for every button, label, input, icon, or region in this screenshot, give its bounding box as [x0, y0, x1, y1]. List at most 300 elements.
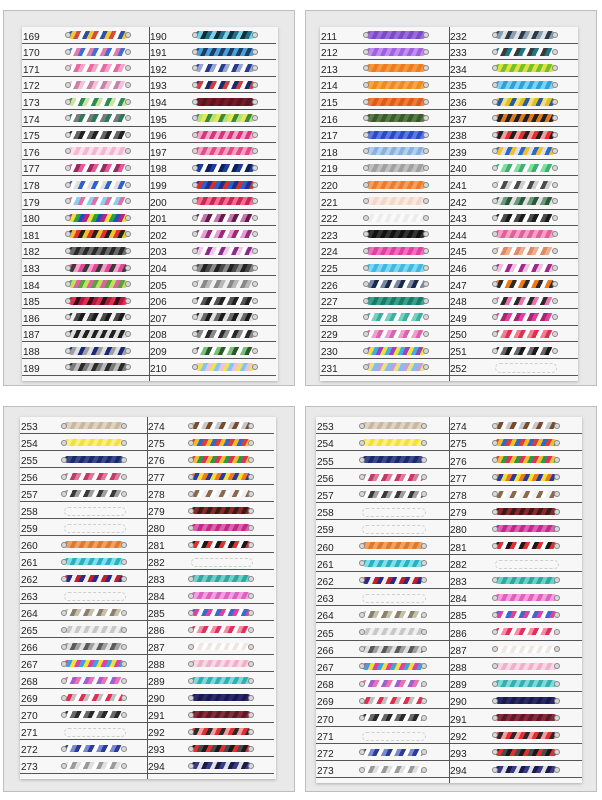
swatch-row: [20, 519, 147, 536]
swatch-number: 243: [450, 214, 467, 226]
swatch-row: [449, 259, 578, 276]
cord-sample: [191, 524, 251, 531]
cord-sample: [64, 456, 124, 463]
swatch-row: [449, 451, 582, 468]
swatch-row: [320, 293, 449, 310]
swatch-row: [22, 93, 149, 110]
cord-sample: [495, 230, 555, 238]
cord-sample: [191, 660, 251, 667]
swatch-number: 202: [150, 230, 167, 242]
swatch-row: [22, 259, 149, 276]
swatch-row: [22, 193, 149, 210]
swatch-row: [320, 193, 449, 210]
cord-sample: [64, 490, 124, 497]
swatch-row: [449, 359, 578, 376]
swatch-row: [22, 160, 149, 177]
swatch-row: [149, 359, 276, 376]
cord-sample: [366, 280, 426, 288]
cord-sample: [366, 31, 426, 39]
swatch-number: 252: [450, 363, 467, 375]
cord-sample: [64, 541, 124, 548]
swatch-number: 274: [450, 422, 467, 434]
cord-sample: [64, 745, 124, 752]
left-column: [320, 27, 449, 381]
cord-sample: [68, 363, 128, 371]
right-column: [449, 27, 578, 381]
cord-sample: [191, 558, 253, 567]
swatch-row: [20, 502, 147, 519]
swatch-row: [22, 110, 149, 127]
cord-sample: [68, 230, 128, 238]
swatch-number: 259: [317, 525, 334, 537]
cord-sample: [68, 264, 128, 272]
cord-sample: [366, 164, 426, 172]
cord-sample: [495, 264, 555, 272]
cord-sample: [495, 577, 557, 584]
swatch-number: 226: [321, 280, 338, 292]
swatch-number: 206: [150, 297, 167, 309]
cord-sample: [191, 456, 251, 463]
swatch-number: 186: [23, 313, 40, 325]
swatch-number: 216: [321, 114, 338, 126]
cord-sample: [68, 147, 128, 155]
swatch-number: 171: [23, 64, 40, 76]
swatch-row: [449, 434, 582, 451]
cord-sample: [195, 230, 255, 238]
cord-sample: [195, 197, 255, 205]
swatch-row: [449, 486, 582, 503]
swatch-number: 281: [450, 542, 467, 554]
swatch-number: 274: [148, 422, 165, 433]
cord-sample: [195, 81, 255, 89]
cord-sample: [195, 247, 255, 255]
swatch-number: 251: [450, 346, 467, 358]
swatch-number: 193: [150, 81, 167, 93]
cord-sample: [495, 347, 555, 355]
swatch-number: 248: [450, 297, 467, 309]
swatch-number: 282: [148, 558, 165, 569]
swatch-row: [149, 176, 276, 193]
cord-sample: [191, 575, 251, 582]
swatch-number: 204: [150, 263, 167, 275]
cord-sample: [191, 694, 251, 701]
cord-sample: [495, 491, 557, 498]
swatch-number: 272: [317, 748, 334, 760]
swatch-number: 181: [23, 230, 40, 242]
swatch-number: 264: [317, 611, 334, 623]
swatch-number: 225: [321, 263, 338, 275]
cord-sample: [366, 197, 426, 205]
swatch-row: [147, 536, 274, 553]
cord-sample: [362, 697, 424, 704]
catalog-card: [20, 417, 276, 779]
cord-sample: [195, 214, 255, 222]
swatch-row: [449, 127, 578, 144]
swatch-row: [316, 486, 449, 503]
cord-sample: [366, 98, 426, 106]
swatch-number: 238: [450, 131, 467, 143]
swatch-row: [320, 243, 449, 260]
swatch-row: [149, 342, 276, 359]
swatch-row: [149, 243, 276, 260]
cord-sample: [366, 264, 426, 272]
swatch-row: [449, 658, 582, 675]
swatch-number: 232: [450, 31, 467, 43]
cord-sample: [64, 677, 124, 684]
swatch-number: 256: [317, 473, 334, 485]
swatch-row: [316, 417, 449, 434]
swatch-row: [320, 27, 449, 44]
swatch-row: [449, 520, 582, 537]
cord-sample: [366, 147, 426, 155]
cord-sample: [366, 64, 426, 72]
swatch-number: 253: [317, 422, 334, 434]
cord-sample: [68, 280, 128, 288]
swatch-number: 220: [321, 180, 338, 192]
cord-sample: [64, 609, 124, 616]
swatch-row: [316, 641, 449, 658]
cord-sample: [68, 81, 128, 89]
swatch-row: [316, 727, 449, 744]
swatch-number: 290: [148, 694, 165, 705]
swatch-row: [320, 326, 449, 343]
swatch-row: [149, 44, 276, 61]
swatch-number: 192: [150, 64, 167, 76]
swatch-number: 292: [148, 728, 165, 739]
cord-sample: [362, 594, 426, 603]
cord-sample: [195, 297, 255, 305]
swatch-row: [316, 709, 449, 726]
cord-sample: [495, 611, 557, 618]
swatch-row: [316, 572, 449, 589]
swatch-number: 176: [23, 147, 40, 159]
cord-sample: [362, 491, 424, 498]
cord-sample: [191, 609, 251, 616]
cord-sample: [362, 474, 424, 481]
swatch-row: [316, 658, 449, 675]
cord-sample: [68, 313, 128, 321]
swatch-row: [449, 761, 582, 778]
swatch-number: 277: [450, 473, 467, 485]
cord-sample: [362, 749, 424, 756]
swatch-number: 273: [21, 762, 38, 773]
swatch-row: [320, 93, 449, 110]
cord-sample: [495, 164, 555, 172]
swatch-number: 270: [21, 711, 38, 722]
cord-sample: [191, 643, 251, 650]
cord-sample: [495, 422, 557, 429]
swatch-number: 230: [321, 346, 338, 358]
swatch-row: [316, 555, 449, 572]
swatch-number: 235: [450, 81, 467, 93]
swatch-row: [20, 672, 147, 689]
cord-sample: [495, 697, 557, 704]
cord-sample: [64, 626, 124, 633]
catalog-card: [316, 417, 582, 783]
swatch-row: [22, 276, 149, 293]
cord-sample: [195, 131, 255, 139]
cord-sample: [191, 507, 251, 514]
swatch-number: 236: [450, 97, 467, 109]
swatch-number: 288: [148, 660, 165, 671]
swatch-row: [449, 193, 578, 210]
cord-sample: [366, 131, 426, 139]
swatch-number: 280: [148, 524, 165, 535]
cord-sample: [68, 247, 128, 255]
swatch-row: [22, 293, 149, 310]
swatch-number: 280: [450, 525, 467, 537]
cord-sample: [195, 48, 255, 56]
swatch-row: [449, 60, 578, 77]
swatch-row: [316, 520, 449, 537]
swatch-number: 221: [321, 197, 338, 209]
cord-sample: [195, 164, 255, 172]
swatch-number: 271: [21, 728, 38, 739]
swatch-number: 199: [150, 180, 167, 192]
cord-sample: [366, 230, 426, 238]
cord-sample: [68, 197, 128, 205]
swatch-number: 182: [23, 247, 40, 259]
swatch-row: [22, 27, 149, 44]
swatch-row: [316, 623, 449, 640]
cord-sample: [495, 456, 557, 463]
swatch-number: 287: [450, 645, 467, 657]
swatch-number: 233: [450, 48, 467, 60]
cord-sample: [68, 31, 128, 39]
cord-sample: [195, 98, 255, 106]
cord-sample: [64, 762, 124, 769]
swatch-row: [316, 434, 449, 451]
swatch-number: 208: [150, 330, 167, 342]
swatch-row: [449, 744, 582, 761]
swatch-row: [147, 553, 274, 570]
swatch-number: 257: [21, 490, 38, 501]
cord-sample: [64, 694, 124, 701]
swatch-number: 195: [150, 114, 167, 126]
cord-sample: [495, 297, 555, 305]
swatch-number: 261: [21, 558, 38, 569]
swatch-row: [149, 127, 276, 144]
swatch-row: [147, 604, 274, 621]
swatch-number: 286: [148, 626, 165, 637]
catalog-photo-bottom-left: [3, 406, 295, 792]
cord-sample: [191, 473, 251, 480]
swatch-row: [147, 723, 274, 740]
swatch-row: [320, 160, 449, 177]
swatch-row: [316, 692, 449, 709]
swatch-number: 215: [321, 97, 338, 109]
swatch-number: 265: [317, 628, 334, 640]
swatch-number: 289: [450, 680, 467, 692]
swatch-number: 239: [450, 147, 467, 159]
swatch-number: 288: [450, 662, 467, 674]
cord-sample: [366, 330, 426, 338]
swatch-row: [320, 143, 449, 160]
swatch-row: [147, 587, 274, 604]
cord-sample: [366, 347, 426, 355]
swatch-row: [22, 143, 149, 160]
cord-sample: [64, 524, 126, 533]
cord-sample: [362, 525, 426, 534]
swatch-number: 247: [450, 280, 467, 292]
swatch-row: [147, 621, 274, 638]
swatch-number: 284: [148, 592, 165, 603]
swatch-number: 240: [450, 164, 467, 176]
cord-sample: [362, 766, 424, 773]
swatch-number: 276: [148, 456, 165, 467]
swatch-number: 201: [150, 214, 167, 226]
cord-sample: [68, 64, 128, 72]
swatch-row: [149, 77, 276, 94]
swatch-row: [147, 502, 274, 519]
cord-sample: [195, 147, 255, 155]
swatch-number: 256: [21, 473, 38, 484]
cord-sample: [195, 64, 255, 72]
swatch-row: [449, 623, 582, 640]
swatch-number: 258: [317, 508, 334, 520]
swatch-number: 279: [148, 507, 165, 518]
swatch-row: [147, 468, 274, 485]
swatch-row: [316, 451, 449, 468]
swatch-number: 255: [21, 456, 38, 467]
cord-sample: [64, 728, 126, 737]
swatch-row: [320, 259, 449, 276]
swatch-number: 173: [23, 97, 40, 109]
swatch-row: [22, 77, 149, 94]
swatch-row: [449, 176, 578, 193]
swatch-row: [320, 210, 449, 227]
cord-sample: [64, 422, 124, 429]
swatch-number: 231: [321, 363, 338, 375]
cord-sample: [68, 214, 128, 222]
swatch-number: 267: [317, 662, 334, 674]
swatch-number: 285: [148, 609, 165, 620]
swatch-number: 291: [450, 714, 467, 726]
swatch-row: [22, 359, 149, 376]
cord-sample: [64, 507, 126, 516]
swatch-number: 177: [23, 164, 40, 176]
swatch-row: [449, 44, 578, 61]
swatch-number: 245: [450, 247, 467, 259]
cord-sample: [362, 439, 424, 446]
swatch-row: [22, 60, 149, 77]
swatch-number: 219: [321, 164, 338, 176]
swatch-row: [316, 537, 449, 554]
swatch-number: 265: [21, 626, 38, 637]
swatch-row: [22, 309, 149, 326]
swatch-row: [147, 689, 274, 706]
swatch-row: [320, 60, 449, 77]
swatch-number: 224: [321, 247, 338, 259]
swatch-row: [449, 572, 582, 589]
swatch-row: [316, 744, 449, 761]
swatch-row: [449, 675, 582, 692]
cord-sample: [366, 247, 426, 255]
swatch-row: [22, 342, 149, 359]
swatch-number: 266: [317, 645, 334, 657]
swatch-number: 237: [450, 114, 467, 126]
cord-sample: [495, 330, 555, 338]
left-column: [316, 417, 449, 783]
swatch-row: [449, 93, 578, 110]
swatch-row: [20, 485, 147, 502]
cord-sample: [64, 558, 124, 565]
swatch-row: [320, 276, 449, 293]
swatch-row: [149, 143, 276, 160]
swatch-number: 170: [23, 48, 40, 60]
cord-sample: [362, 628, 424, 635]
swatch-row: [147, 485, 274, 502]
swatch-number: 197: [150, 147, 167, 159]
swatch-number: 210: [150, 363, 167, 375]
swatch-row: [149, 93, 276, 110]
swatch-row: [320, 342, 449, 359]
swatch-number: 250: [450, 330, 467, 342]
left-column: [20, 417, 147, 779]
cord-sample: [495, 732, 557, 739]
cord-sample: [362, 422, 424, 429]
swatch-number: 281: [148, 541, 165, 552]
cord-sample: [366, 181, 426, 189]
swatch-row: [22, 326, 149, 343]
swatch-row: [449, 709, 582, 726]
catalog-photo-top-left: [3, 10, 295, 386]
swatch-row: [149, 226, 276, 243]
swatch-row: [320, 176, 449, 193]
swatch-number: 277: [148, 473, 165, 484]
swatch-number: 285: [450, 611, 467, 623]
swatch-number: 262: [21, 575, 38, 586]
swatch-row: [449, 160, 578, 177]
cord-sample: [366, 114, 426, 122]
swatch-row: [149, 110, 276, 127]
cord-sample: [366, 297, 426, 305]
cord-sample: [495, 214, 555, 222]
swatch-row: [147, 417, 274, 434]
swatch-row: [449, 641, 582, 658]
swatch-number: 271: [317, 731, 334, 743]
swatch-number: 291: [148, 711, 165, 722]
swatch-row: [449, 537, 582, 554]
swatch-number: 254: [21, 439, 38, 450]
swatch-number: 263: [317, 594, 334, 606]
cord-sample: [495, 474, 557, 481]
swatch-row: [320, 77, 449, 94]
cord-sample: [64, 711, 124, 718]
swatch-row: [20, 536, 147, 553]
cord-sample: [362, 680, 424, 687]
swatch-number: 257: [317, 490, 334, 502]
cord-sample: [191, 626, 251, 633]
right-column: [449, 417, 582, 783]
cord-sample: [495, 98, 555, 106]
swatch-row: [147, 638, 274, 655]
swatch-row: [20, 757, 147, 774]
swatch-number: 292: [450, 731, 467, 743]
swatch-number: 269: [317, 697, 334, 709]
swatch-number: 249: [450, 313, 467, 325]
swatch-row: [149, 160, 276, 177]
swatch-number: 258: [21, 507, 38, 518]
cord-sample: [362, 646, 424, 653]
swatch-row: [22, 176, 149, 193]
cord-sample: [68, 98, 128, 106]
swatch-row: [320, 226, 449, 243]
swatch-row: [20, 468, 147, 485]
swatch-row: [22, 210, 149, 227]
swatch-row: [147, 706, 274, 723]
cord-sample: [495, 560, 559, 569]
